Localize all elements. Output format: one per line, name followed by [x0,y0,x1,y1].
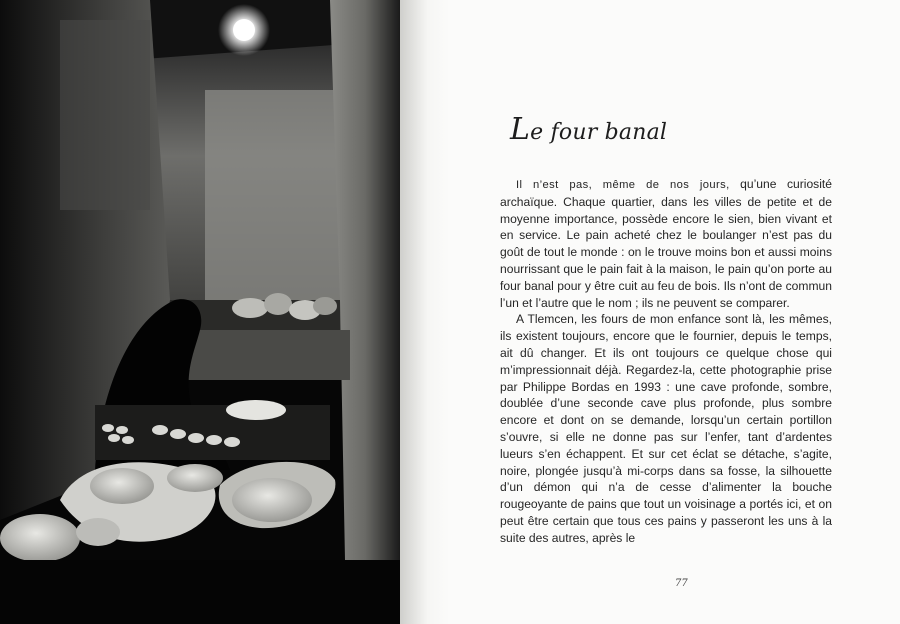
lead-in-smallcaps: Il n’est pas, même de nos jours, [516,179,730,191]
page-number: 77 [675,578,688,589]
body-text [500,176,832,547]
paragraph-1-text: qu’une curiosité archaïque. Chaque quartier, dans les villes de petite et de moyenne importance, possède encore le sien, bien vivant et en service. Le pain acheté chez le boulanger n’est pas du goût de tout le monde : on le trouve moins bon et aussi moins nourrissant que le pain fait à la maison, le pain qu’on porte au four banal pour y être cuit au feu de bois. Ils n’ont de commun l’un et l’autre que le nom ; ils ne peuvent se comparer. [500,177,832,310]
paragraph-1 [500,176,832,311]
paragraph-2: A Tlemcen, les fours de mon enfance sont là, les mêmes, ils existent toujours, encore que le fournier, depuis le temps, ait dû changer. Et ils ont toujours ce quelque chose qui m’impressionnait déjà. Regardez-la, cette photographie prise par Philippe Bordas en 1993 : une cave profonde, sombre, doublée d’une seconde cave plus profonde, plus sombre encore et dont on se demande, lorsqu’un certain portillon s’ouvre, si elle ne donne pas sur l’enfer, tant d’ardentes lueurs s’en échappent. Et sur cet éclat se détache, s’agite, noire, plongée jusqu’à mi-corps dans sa fosse, la silhouette d’un démon qui n’a de cesse d’alimenter la bouche rougeoyante de pains que tout un voisinage a portés ici, et on peut être certain que tous ces pains y passeront les uns à la suite des autres, après le [500,312,832,545]
photograph-page [0,0,400,624]
bakery-oven-photograph [0,0,400,624]
title-rest: e four banal [530,120,668,145]
chapter-title [510,112,667,147]
text-page [450,0,900,624]
title-initial: L [510,112,531,147]
book-gutter [400,0,450,624]
